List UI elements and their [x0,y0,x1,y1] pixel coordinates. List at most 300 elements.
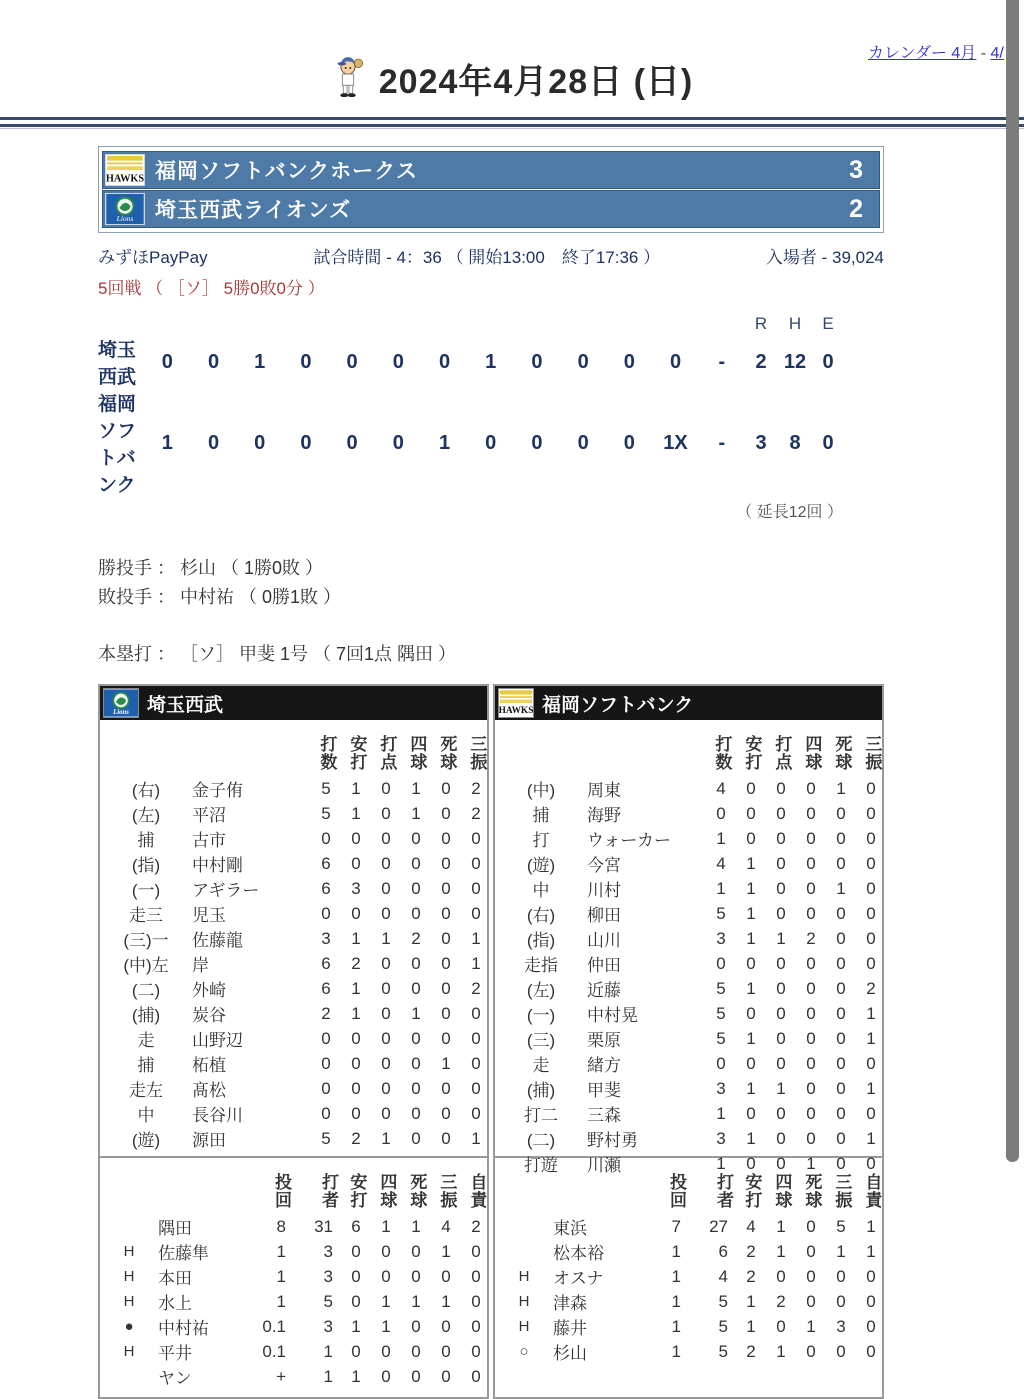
batter-stat: 0 [866,903,876,923]
linescore-row [98,389,843,497]
inning-score: 0 [207,350,220,373]
pitcher-stat: 1 [776,1216,786,1236]
inning-score: 1 [161,431,173,454]
pitcher-stat: 0 [866,1316,876,1336]
batter-stat: 0 [411,853,421,873]
batter-stat: 0 [441,928,451,948]
batter-row [495,976,886,1001]
batter-stat: 1 [411,778,421,798]
pitcher-stat: 0 [836,1266,846,1286]
batter-position: 打 [532,831,550,850]
pitcher-batters-faced: 1 [323,1366,333,1386]
batter-position: (指) [526,931,556,950]
batter-stat: 0 [381,1028,391,1048]
batter-position: (右) [131,781,161,800]
batter-stat: 2 [806,928,816,948]
batter-stat: 5 [321,803,331,823]
svg-text:HAWKS: HAWKS [105,173,145,185]
pitcher-decision-mark [495,1214,553,1239]
pitcher-innings: 1 [671,1291,681,1311]
batting-column-label: 打点 [772,735,792,771]
pitcher-stat: 0 [866,1341,876,1361]
pitcher-stat: 0 [836,1341,846,1361]
batter-stat: 0 [411,878,421,898]
batter-stat: 0 [866,1153,876,1173]
pitcher-stat: 0 [411,1241,421,1261]
inning-score: 0 [392,350,404,373]
pitcher-stat: 0 [411,1266,421,1286]
pitcher-stat: 1 [351,1316,361,1336]
batter-stat: 1 [716,878,726,898]
header-spacer [587,720,706,776]
calendar-month-link[interactable]: カレンダー 4月 [868,45,977,62]
batter-stat: 1 [776,1078,786,1098]
batter-name: 緒方 [587,1056,621,1075]
box-score-tables [98,684,884,1399]
batter-stat: 1 [836,878,846,898]
batting-column-label: 四球 [407,735,427,771]
linescore-team: 福岡ソフトバンク [98,394,137,496]
pitcher-stat: 1 [381,1291,391,1311]
pitcher-stat: 1 [381,1316,391,1336]
batter-position: (三) [526,1031,556,1050]
batter-stat: 0 [746,803,756,823]
batter-stat: 1 [836,778,846,798]
inning-score: 0 [254,431,266,454]
pitcher-name: 隅田 [158,1219,192,1238]
batter-stat: 0 [806,803,816,823]
batter-stat: 5 [716,1028,726,1048]
batter-position: (一) [131,881,161,900]
batter-stat: 2 [351,953,361,973]
batter-stat: 0 [776,778,786,798]
batting-column-label: 三振 [862,735,882,771]
batter-stat: 0 [806,828,816,848]
hits-header: H [788,314,802,333]
team-table-lions [98,684,489,1399]
batter-stat: 0 [321,1053,331,1073]
batter-stat: 0 [381,878,391,898]
inning-score: 1 [254,350,266,373]
batter-name: 甲斐 [587,1081,621,1100]
pitcher-innings: 1 [276,1291,286,1311]
errors-header: E [822,314,834,333]
pitcher-stat: 1 [411,1216,421,1236]
batter-stat: 0 [471,853,481,873]
pitcher-stat: 0 [441,1266,451,1286]
batter-stat: 0 [381,853,391,873]
batter-row [495,1126,886,1151]
pitcher-stat: 0 [836,1291,846,1311]
pitcher-stat: 0 [411,1316,421,1336]
pitcher-results [98,554,884,612]
pitcher-row [100,1364,491,1389]
batter-stat: 2 [866,978,876,998]
batter-stat: 0 [381,1103,391,1123]
pitching-column-label: 打者 [714,1173,733,1209]
batter-name: 炭谷 [192,1006,226,1025]
batter-stat: 0 [836,1053,846,1073]
home-run-line: 本塁打 ： ［ソ］ 甲斐 1号 （ 7回1点 隅田 ） [98,644,457,664]
batter-stat: 1 [381,1128,391,1148]
batter-stat: 1 [351,778,361,798]
batter-row [100,876,491,901]
pitcher-row [100,1289,491,1314]
batter-position: 走左 [129,1081,163,1100]
pitching-column-header [431,1158,461,1214]
batter-stat: 5 [716,903,726,923]
batter-row [495,876,886,901]
batter-name: 佐藤龍 [192,931,243,950]
batter-position: 打二 [524,1106,558,1125]
batter-stat: 0 [411,1103,421,1123]
batter-stat: 0 [746,1153,756,1173]
pitcher-stat: 0 [806,1291,816,1311]
runs-header: R [754,314,768,333]
batter-position: 中 [137,1106,155,1125]
batter-stat: 0 [321,903,331,923]
pitching-column-label: 投回 [272,1173,291,1209]
batter-stat: 1 [351,978,361,998]
pitcher-name: 杉山 [553,1344,587,1363]
batting-column-header [736,720,766,776]
batter-stat: 3 [351,878,361,898]
batter-stat: 0 [836,1028,846,1048]
pitching-column-header [639,1158,689,1214]
batter-stat: 0 [806,903,816,923]
score-banner [98,146,884,233]
batter-stat: 0 [381,978,391,998]
inning-score: 0 [531,431,543,454]
pitcher-stat: 0 [411,1341,421,1361]
batter-stat: 0 [776,978,786,998]
pitcher-stat: 1 [836,1241,846,1261]
pitcher-stat: 3 [836,1316,846,1336]
batter-stat: 0 [441,828,451,848]
batter-stat: 1 [746,978,756,998]
batter-stat: 0 [321,828,331,848]
batter-row [100,1026,491,1051]
batter-stat: 0 [836,903,846,923]
pitching-column-header [294,1158,341,1214]
batter-stat: 5 [716,978,726,998]
batter-name: 仲田 [587,956,621,975]
batter-position: (中)左 [123,956,169,975]
batter-stat: 0 [321,1028,331,1048]
pitcher-stat: 0 [351,1341,361,1361]
batting-column-label: 四球 [802,735,822,771]
batter-stat: 0 [746,778,756,798]
batting-rows [495,776,886,1176]
pitcher-innings: 1 [671,1241,681,1261]
batter-stat: 0 [471,1003,481,1023]
linescore [98,313,843,522]
batter-stat: 0 [866,1053,876,1073]
batter-stat: 5 [321,778,331,798]
batter-row [495,1076,886,1101]
batter-stat: 0 [866,928,876,948]
pitcher-stat: 2 [746,1266,756,1286]
extra-innings-note: （ 延長12回 ） [736,504,843,521]
pitcher-innings: 1 [671,1316,681,1336]
header-spacer [495,720,587,776]
batter-stat: 0 [836,828,846,848]
pitcher-decision-mark: H [123,1343,135,1360]
pitcher-name: 中村祐 [158,1319,209,1338]
batting-column-header [706,720,736,776]
scrollbar-thumb[interactable] [1006,0,1019,1162]
total-runs: 2 [755,350,767,373]
batter-stat: 0 [441,778,451,798]
batter-stat: 0 [381,953,391,973]
inning-score: 0 [669,350,682,373]
batter-row [100,1051,491,1076]
batting-section [495,720,882,1175]
pitcher-stat: 1 [411,1291,421,1311]
pitcher-stat: 0 [471,1291,481,1311]
lions-logo-icon [105,193,145,225]
pitching-column-label: 安打 [742,1173,762,1209]
pitcher-innings: 0.1 [262,1341,286,1361]
batter-stat: 0 [806,1078,816,1098]
pitcher-row [100,1214,491,1239]
batter-stat: 0 [806,1003,816,1023]
batting-column-label: 三振 [467,735,487,771]
batter-stat: 1 [471,928,481,948]
pitching-column-label: 死球 [407,1173,427,1209]
batting-header [495,720,886,776]
pitcher-stat: 0 [381,1266,391,1286]
pitcher-name: 本田 [158,1269,192,1288]
batter-stat: 0 [836,803,846,823]
batter-position: 走指 [524,956,558,975]
batter-row [100,926,491,951]
batter-stat: 0 [866,878,876,898]
score-row-hawks [102,151,880,189]
batter-stat: 3 [716,928,726,948]
batter-stat: 0 [866,853,876,873]
batter-position: 走 [532,1056,550,1075]
batter-stat: 0 [806,978,816,998]
batter-stat: 0 [381,778,391,798]
batter-row [495,926,886,951]
batter-name: 長谷川 [192,1106,243,1125]
batter-row [100,951,491,976]
batter-stat: 0 [716,953,726,973]
pitcher-stat: 2 [746,1341,756,1361]
pitcher-innings: 0.1 [262,1316,286,1336]
batter-name: 髙松 [192,1081,226,1100]
batter-stat: 0 [776,1028,786,1048]
total-hits: 12 [783,350,807,373]
pitcher-stat: 0 [381,1241,391,1261]
pitching-header [100,1158,491,1214]
total-errors: 0 [822,350,834,373]
pitcher-decision-mark [100,1214,158,1239]
batter-stat: 1 [716,828,726,848]
pitcher-stat: 2 [776,1291,786,1311]
batter-stat: 0 [836,1003,846,1023]
batter-stat: 1 [411,1003,421,1023]
game-duration: 試合時間 - 4：36 （ 開始13:00 終了17:36 ） [313,248,661,267]
batter-stat: 0 [716,1053,726,1073]
total-runs: 3 [755,431,767,454]
batter-stat: 1 [411,803,421,823]
pitcher-row [495,1239,886,1264]
batter-stat: 0 [746,1003,756,1023]
pitcher-row [100,1239,491,1264]
batter-name: 栗原 [587,1031,621,1050]
batter-position: (二) [131,981,161,1000]
batter-stat: 1 [866,1028,876,1048]
pitcher-name: 津森 [553,1294,587,1313]
batter-stat: 0 [411,1128,421,1148]
batter-row [495,1101,886,1126]
batter-name: 川村 [587,881,621,900]
batting-column-label: 打数 [317,735,337,771]
pitcher-stat: 0 [776,1316,786,1336]
total-hits: 8 [789,431,801,454]
linescore-team: 埼玉西武 [98,340,137,388]
pitcher-batters-faced: 1 [323,1341,333,1361]
inning-score: 0 [300,350,312,373]
batter-stat: 0 [441,978,451,998]
calendar-separator: - [976,45,991,62]
pitcher-row [495,1289,886,1314]
header-spacer [100,1158,158,1214]
batting-column-label: 打数 [712,735,732,771]
batter-stat: 0 [776,1128,786,1148]
batter-stat: 0 [441,878,451,898]
batter-stat: 0 [776,853,786,873]
pitcher-stat: 2 [746,1241,756,1261]
pitcher-innings: 8 [276,1216,286,1236]
batter-row [100,826,491,851]
batter-stat: 0 [776,953,786,973]
inning-score: 0 [438,350,451,373]
pitcher-stat: 0 [471,1341,481,1361]
pitcher-stat: 1 [866,1216,876,1236]
calendar-day-link[interactable]: 4/ [990,45,1004,62]
pitcher-stat: 1 [776,1241,786,1261]
batter-row [495,776,886,801]
pitcher-stat: 0 [441,1366,451,1386]
game-info-line [98,243,884,268]
attendance: 入場者 - 39,024 [765,248,884,267]
batter-stat: 1 [746,1078,756,1098]
batter-stat: 1 [351,803,361,823]
sponsor-label: みずほPayPay [98,248,208,267]
batter-stat: 0 [441,1103,451,1123]
pitcher-stat: 1 [806,1316,816,1336]
svg-text:Lions: Lions [113,709,129,717]
batter-stat: 0 [441,903,451,923]
pitcher-decision-mark: H [123,1268,135,1285]
batter-name: 野村勇 [587,1131,638,1150]
batter-row [100,1001,491,1026]
batter-stat: 0 [471,903,481,923]
inning-score: 1 [485,350,497,373]
pitcher-stat: 0 [381,1341,391,1361]
batter-position: (右) [526,906,556,925]
batter-position: 打遊 [524,1156,558,1175]
svg-text:Lions: Lions [116,214,134,224]
inning-score: 0 [300,431,312,454]
batter-stat: 0 [471,1028,481,1048]
pitcher-stat: 4 [746,1216,756,1236]
batter-stat: 0 [866,803,876,823]
pitching-column-label: 四球 [772,1173,792,1209]
team-name: 埼玉西武ライオンズ [155,199,352,222]
pitcher-stat: 0 [471,1241,481,1261]
pitcher-decision-mark [100,1364,158,1389]
pitcher-stat: 2 [471,1216,481,1236]
batter-position: (左) [526,981,556,1000]
pitching-rows [495,1214,886,1364]
batter-stat: 0 [351,1103,361,1123]
batter-stat: 0 [836,978,846,998]
pitcher-stat: 0 [776,1266,786,1286]
batter-name: 近藤 [587,981,621,1000]
page-title: 2024年4月28日 (日) [378,62,694,101]
batter-stat: 1 [866,1003,876,1023]
batting-column-header [431,720,461,776]
batter-row [100,976,491,1001]
batter-stat: 6 [321,953,331,973]
svg-text:HAWKS: HAWKS [498,706,534,717]
batter-position: (捕) [131,1006,161,1025]
pitcher-innings: 7 [671,1216,681,1236]
batter-name: 岸 [192,956,209,975]
batting-table [495,720,886,1176]
inning-score: 0 [531,350,543,373]
batter-stat: 4 [716,778,726,798]
batter-name: 川瀬 [587,1156,621,1175]
pitcher-innings: 1 [276,1266,286,1286]
batter-stat: 0 [836,1153,846,1173]
batting-column-header [461,720,491,776]
batter-stat: 0 [776,1153,786,1173]
batter-stat: 0 [471,1078,481,1098]
batter-name: 源田 [192,1131,226,1150]
batter-stat: 0 [381,803,391,823]
batter-position: (遊) [131,1131,161,1150]
pitcher-stat: 0 [471,1316,481,1336]
batter-stat: 0 [441,1003,451,1023]
pitching-column-header [461,1158,491,1214]
batting-column-header [796,720,826,776]
pitcher-row [495,1314,886,1339]
batting-column-header [766,720,796,776]
inning-score: 1 [438,431,451,454]
batter-row [495,901,886,926]
batter-stat: 0 [806,1128,816,1148]
header-divider [0,117,1024,127]
hawks-logo-icon [105,154,145,186]
inning-score: 0 [346,431,358,454]
batter-stat: 0 [776,828,786,848]
pitching-column-label: 自責 [467,1173,487,1209]
batter-stat: 0 [381,828,391,848]
batter-position: 捕 [137,1056,155,1075]
batter-stat: 0 [746,953,756,973]
pitcher-name: 松本裕 [553,1244,604,1263]
batter-stat: 1 [746,853,756,873]
batter-position: 捕 [532,806,550,825]
batter-row [495,1026,886,1051]
batter-stat: 0 [441,953,451,973]
batter-position: (遊) [526,856,556,875]
